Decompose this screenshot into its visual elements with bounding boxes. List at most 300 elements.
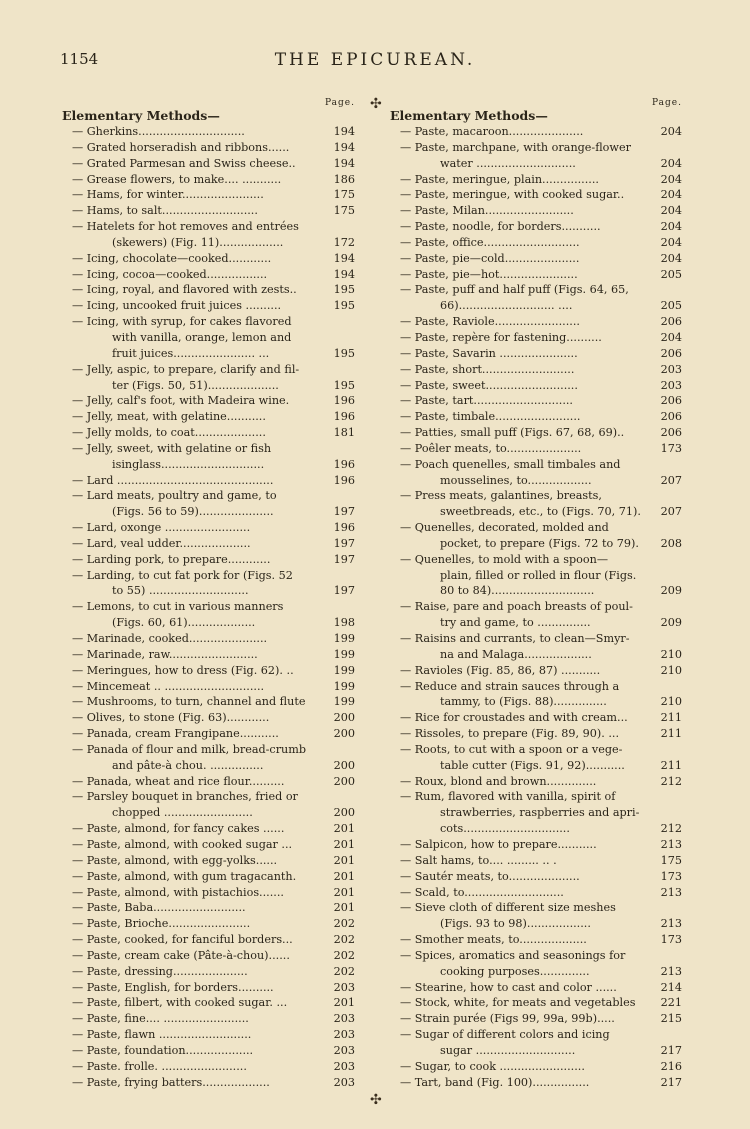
entry-page-number: 196 (333, 473, 355, 487)
index-entries (388, 124, 682, 1090)
entry-text (60, 409, 355, 425)
entry-page-number: 206 (660, 410, 682, 424)
index-entry (60, 964, 355, 980)
entry-line: — Icing, cocoa—cooked................. (72, 267, 268, 281)
entry-line: — Paste, fine.... ........................ (72, 1012, 249, 1026)
index-entry (388, 869, 682, 885)
entry-page-number: 203 (333, 1059, 355, 1073)
entry-text (60, 964, 355, 980)
entry-page-number: 202 (333, 948, 355, 962)
index-entry (60, 663, 355, 679)
entry-page-number: 201 (333, 869, 355, 883)
entry-text (60, 1059, 355, 1075)
index-entry (388, 679, 682, 711)
entry-text (388, 251, 682, 267)
entry-line: — Ravioles (Fig. 85, 86, 87) ........... (400, 663, 601, 677)
index-entry (60, 251, 355, 267)
entry-text (60, 140, 355, 156)
entry-page-number: 175 (660, 853, 682, 867)
entry-text (60, 710, 355, 726)
index-entry (60, 298, 355, 314)
entry-line: — Lard meats, poultry and game, to (72, 489, 277, 503)
index-entry (60, 1043, 355, 1059)
entry-line: — Raisins and currants, to clean—Smyr- (400, 632, 630, 645)
index-entry (60, 536, 355, 552)
entry-line: — Lemons, to cut in various manners (72, 600, 284, 614)
entry-page-number: 202 (333, 933, 355, 947)
entry-line: — Larding, to cut fat pork for (Figs. 52 (72, 568, 293, 582)
entry-page-number: 197 (333, 552, 355, 566)
entry-continuation-line: 80 to 84)............................. (440, 584, 595, 598)
entry-page-number: 205 (660, 299, 682, 313)
entry-text (60, 282, 355, 298)
index-entry (388, 742, 682, 774)
entry-text (388, 267, 682, 283)
entry-page-number: 196 (333, 457, 355, 471)
entry-page-number: 208 (660, 536, 682, 550)
index-entry (388, 900, 682, 932)
entry-text (60, 187, 355, 203)
entry-text (60, 393, 355, 409)
entry-text (388, 187, 682, 203)
entry-line: — Paste, puff and half puff (Figs. 64, 65, (400, 283, 629, 297)
entry-text (60, 267, 355, 283)
entry-text (60, 536, 355, 552)
entry-text (60, 203, 355, 219)
entry-line: — Press meats, galantines, breasts, (400, 489, 602, 503)
index-entry (60, 631, 355, 647)
entry-text (60, 568, 355, 600)
entry-line: — Sugar, to cook ........................ (400, 1059, 585, 1073)
index-entry (388, 1027, 682, 1059)
entry-line: — Jelly, aspic, to prepare, clarify and fil- (72, 362, 300, 376)
entry-page-number: 200 (333, 806, 355, 820)
entry-line: — Paste, Milan......................... (400, 204, 574, 218)
entry-page-number: 204 (660, 330, 682, 344)
entry-page-number: 194 (333, 251, 355, 265)
entry-continuation-line: try and game, to ............... (440, 616, 591, 630)
entry-text (60, 932, 355, 948)
entry-line: — Paste, Raviole........................ (400, 315, 580, 329)
entry-page-number: 207 (660, 473, 682, 487)
index-entry (388, 1075, 682, 1091)
entry-line: — Paste, foundation................... (72, 1043, 254, 1057)
entry-line: — Stock, white, for meats and vegetables (400, 996, 636, 1010)
entry-continuation-line: pocket, to prepare (Figs. 72 to 79). (440, 536, 639, 550)
index-entries (60, 124, 355, 1090)
entry-line: — Paste, tart............................ (400, 394, 573, 408)
entry-page-number: 197 (333, 505, 355, 519)
entry-page-number: 199 (333, 679, 355, 693)
entry-text (60, 837, 355, 853)
entry-page-number: 213 (660, 837, 682, 851)
entry-line: — Paste, almond, with egg-yolks...... (72, 853, 278, 867)
entry-line: — Paste, almond, with gum tragacanth. (72, 869, 297, 883)
entry-text (60, 599, 355, 631)
entry-continuation-line: water ............................ (440, 156, 576, 170)
entry-line: — Roots, to cut with a spoon or a vege- (400, 742, 623, 756)
entry-continuation-line: and pâte-à chou. ............... (112, 758, 264, 772)
entry-page-number: 206 (660, 426, 682, 440)
index-entry (60, 552, 355, 568)
entry-line: — Paste, macaroon..................... (400, 125, 584, 138)
index-entry (60, 393, 355, 409)
entry-line: — Mincemeat .. ............................ (72, 679, 265, 693)
entry-line: — Lard ............................................ (72, 473, 274, 487)
ornament-icon: ✣ (370, 96, 382, 112)
index-entry (388, 140, 682, 172)
entry-page-number: 200 (333, 758, 355, 772)
index-entry (388, 980, 682, 996)
entry-text (388, 869, 682, 885)
entry-page-number: 200 (333, 711, 355, 725)
index-entry (388, 393, 682, 409)
entry-line: — Spices, aromatics and seasonings for (400, 948, 626, 962)
index-entry (60, 599, 355, 631)
entry-text (60, 869, 355, 885)
index-entry (60, 710, 355, 726)
entry-text (388, 1011, 682, 1027)
index-entry (388, 837, 682, 853)
entry-line: — Paste, timbale........................ (400, 410, 581, 424)
index-entry (60, 568, 355, 600)
index-entry (60, 488, 355, 520)
column-header (388, 96, 682, 123)
entry-line: — Rissoles, to prepare (Fig. 89, 90). ... (400, 727, 619, 741)
entry-text (388, 441, 682, 457)
entry-line: — Marinade, raw......................... (72, 647, 258, 661)
entry-line: — Paste, pie—cold..................... (400, 251, 580, 265)
entry-page-number: 203 (660, 362, 682, 376)
entry-text (388, 980, 682, 996)
entry-text (60, 1027, 355, 1043)
entry-line: — Olives, to stone (Fig. 63)............ (72, 711, 270, 725)
entry-page-number: 217 (660, 1043, 682, 1057)
entry-page-number: 204 (660, 125, 682, 138)
entry-page-number: 203 (333, 1012, 355, 1026)
entry-page-number: 175 (333, 188, 355, 202)
entry-line: — Hams, for winter....................... (72, 188, 264, 202)
entry-line: — Parsley bouquet in branches, fried or (72, 790, 298, 804)
index-entry (388, 124, 682, 140)
page-header (60, 50, 690, 72)
index-entry (388, 789, 682, 837)
entry-continuation-line: ter (Figs. 50, 51).................... (112, 378, 279, 392)
entry-text (60, 473, 355, 489)
entry-continuation-line: to 55) ............................ (112, 584, 249, 598)
entry-page-number: 173 (660, 441, 682, 455)
entry-text (60, 885, 355, 901)
entry-page-number: 206 (660, 315, 682, 329)
entry-text (388, 948, 682, 980)
entry-text (388, 726, 682, 742)
entry-line: — Jelly, meat, with gelatine........... (72, 410, 266, 424)
index-entry (60, 314, 355, 362)
entry-page-number: 203 (333, 980, 355, 994)
entry-continuation-line: cooking purposes.............. (440, 964, 590, 978)
entry-text (60, 219, 355, 251)
index-entry (60, 869, 355, 885)
entry-page-number: 212 (660, 774, 682, 788)
entry-text (388, 885, 682, 901)
entry-line: — Paste, almond, with pistachios....... (72, 885, 284, 899)
entry-page-number: 201 (333, 996, 355, 1010)
entry-text (388, 663, 682, 679)
index-entry (388, 663, 682, 679)
index-entry (60, 742, 355, 774)
entry-line: — Paste, filbert, with cooked sugar. ... (72, 996, 288, 1010)
entry-page-number: 216 (660, 1059, 682, 1073)
entry-text (60, 156, 355, 172)
entry-page-number: 205 (660, 267, 682, 281)
entry-text (388, 520, 682, 552)
entry-page-number: 194 (333, 156, 355, 170)
entry-page-number: 175 (333, 204, 355, 218)
index-entry (60, 821, 355, 837)
index-entry (60, 837, 355, 853)
section-heading: Elementary Methods— (62, 108, 220, 123)
entry-line: — Scald, to............................ (400, 885, 564, 899)
entry-continuation-line: plain, filled or rolled in flour (Figs. (440, 568, 637, 582)
entry-continuation-line: isinglass............................. (112, 457, 265, 471)
entry-page-number: 195 (333, 378, 355, 392)
index-entry (388, 726, 682, 742)
entry-continuation-line: strawberries, raspberries and apri- (440, 806, 640, 820)
entry-page-number: 206 (660, 346, 682, 360)
entry-page-number: 194 (333, 125, 355, 138)
entry-page-number: 213 (660, 885, 682, 899)
entry-page-number: 206 (660, 394, 682, 408)
entry-text (60, 948, 355, 964)
entry-line: — Sugar of different colors and icing (400, 1028, 610, 1042)
entry-text (388, 774, 682, 790)
index-entry (388, 172, 682, 188)
index-entry (60, 520, 355, 536)
running-title: THE EPICUREAN. (274, 50, 476, 70)
entry-line: — Paste, flawn .......................... (72, 1028, 252, 1042)
entry-text (388, 679, 682, 711)
entry-page-number: 196 (333, 394, 355, 408)
index-entry (388, 219, 682, 235)
entry-text (388, 457, 682, 489)
entry-text (388, 314, 682, 330)
index-entry (388, 203, 682, 219)
entry-text (60, 742, 355, 774)
entry-page-number: 195 (333, 283, 355, 297)
entry-line: — Quenelles, decorated, molded and (400, 521, 609, 535)
entry-line: — Paste, repère for fastening.......... (400, 330, 602, 344)
entry-continuation-line: (skewers) (Fig. 11).................. (112, 235, 284, 249)
entry-text (388, 1075, 682, 1091)
entry-continuation-line: sweetbreads, etc., to (Figs. 70, 71). (440, 505, 641, 519)
entry-text (60, 520, 355, 536)
entry-text (388, 552, 682, 600)
entry-page-number: 204 (660, 204, 682, 218)
entry-line: — Sautér meats, to.................... (400, 869, 580, 883)
entry-page-number: 196 (333, 521, 355, 535)
entry-page-number: 196 (333, 410, 355, 424)
entry-text (388, 330, 682, 346)
entry-line: — Quenelles, to mold with a spoon— (400, 552, 609, 566)
page-column-label: Page. (652, 98, 682, 108)
index-entry (60, 1011, 355, 1027)
index-entry (388, 948, 682, 980)
entry-continuation-line: cots.............................. (440, 822, 570, 836)
entry-page-number: 204 (660, 220, 682, 234)
entry-line: — Sieve cloth of different size meshes (400, 901, 616, 915)
index-entry (388, 330, 682, 346)
index-entry (388, 710, 682, 726)
entry-continuation-line: chopped ......................... (112, 806, 253, 820)
entry-line: — Hams, to salt........................... (72, 204, 258, 218)
entry-line: — Lard, veal udder.................... (72, 536, 251, 550)
index-entry (388, 599, 682, 631)
entry-page-number: 210 (660, 663, 682, 677)
entry-text (60, 774, 355, 790)
entry-line: — Hatelets for hot removes and entrées (72, 220, 299, 234)
entry-text (388, 900, 682, 932)
entry-line: — Patties, small puff (Figs. 67, 68, 69).. (400, 426, 625, 440)
index-entry (388, 409, 682, 425)
index-entry (60, 267, 355, 283)
index-entry (60, 853, 355, 869)
index-entry (388, 346, 682, 362)
entry-page-number: 210 (660, 695, 682, 709)
index-entry (60, 789, 355, 821)
entry-page-number: 173 (660, 933, 682, 947)
index-entry (388, 457, 682, 489)
entry-continuation-line: 66)........................... .... (440, 299, 573, 313)
entry-line: — Paste, noodle, for borders........... (400, 220, 601, 234)
entry-text (60, 900, 355, 916)
entry-text (388, 282, 682, 314)
index-entry (60, 473, 355, 489)
entry-page-number: 203 (333, 1075, 355, 1089)
index-entry (60, 362, 355, 394)
entry-text (388, 995, 682, 1011)
entry-text (388, 488, 682, 520)
entry-page-number: 213 (660, 917, 682, 931)
entry-page-number: 197 (333, 584, 355, 598)
index-entry (388, 1011, 682, 1027)
entry-page-number: 194 (333, 267, 355, 281)
entry-line: — Gherkins.............................. (72, 125, 245, 138)
index-entry (388, 282, 682, 314)
index-entry (60, 156, 355, 172)
entry-line: — Reduce and strain sauces through a (400, 679, 620, 693)
entry-page-number: 203 (333, 1043, 355, 1057)
entry-line: — Paste. frolle. ........................ (72, 1059, 247, 1073)
entry-page-number: 209 (660, 616, 682, 630)
index-entry (60, 916, 355, 932)
entry-page-number: 173 (660, 869, 682, 883)
entry-text (388, 393, 682, 409)
index-entry (388, 251, 682, 267)
index-entry (388, 885, 682, 901)
column-header (60, 96, 355, 123)
entry-page-number: 217 (660, 1075, 682, 1089)
index-entry (60, 885, 355, 901)
index-entry (60, 995, 355, 1011)
page-number: 1154 (60, 50, 99, 68)
entry-page-number: 215 (660, 1012, 682, 1026)
entry-text (60, 694, 355, 710)
index-column-left (60, 96, 355, 1090)
entry-page-number: 197 (333, 536, 355, 550)
entry-line: — Grease flowers, to make.... ........... (72, 172, 282, 186)
entry-line: — Paste, English, for borders.......... (72, 980, 274, 994)
entry-line: — Grated horseradish and ribbons...... (72, 140, 290, 154)
entry-continuation-line: na and Malaga................... (440, 647, 592, 661)
entry-text (388, 789, 682, 837)
index-entry (388, 995, 682, 1011)
entry-page-number: 201 (333, 901, 355, 915)
entry-page-number: 195 (333, 299, 355, 313)
entry-text (60, 821, 355, 837)
entry-text (388, 631, 682, 663)
entry-line: — Jelly, sweet, with gelatine or fish (72, 441, 272, 455)
index-entry (388, 235, 682, 251)
entry-page-number: 199 (333, 632, 355, 645)
entry-text (388, 853, 682, 869)
entry-text (60, 663, 355, 679)
entry-page-number: 201 (333, 853, 355, 867)
entry-text (388, 710, 682, 726)
entry-line: — Poach quenelles, small timbales and (400, 457, 621, 471)
entry-text (388, 203, 682, 219)
entry-text (388, 425, 682, 441)
entry-line: — Rice for croustades and with cream... (400, 711, 628, 725)
index-entry (60, 694, 355, 710)
entry-text (60, 552, 355, 568)
entry-line: — Paste, office........................... (400, 235, 580, 249)
entry-text (60, 425, 355, 441)
entry-line: — Grated Parmesan and Swiss cheese.. (72, 156, 296, 170)
index-entry (60, 774, 355, 790)
index-column-right (388, 96, 682, 1090)
entry-line: — Roux, blond and brown.............. (400, 774, 597, 788)
index-entry (388, 267, 682, 283)
entry-text (388, 172, 682, 188)
entry-line: — Jelly, calf's foot, with Madeira wine. (72, 394, 290, 408)
index-entry (60, 948, 355, 964)
index-entry (60, 980, 355, 996)
entry-line: — Lard, oxonge ........................ (72, 521, 251, 535)
index-entry (60, 425, 355, 441)
entry-line: — Meringues, how to dress (Fig. 62). .. (72, 663, 294, 677)
entry-line: — Icing, with syrup, for cakes flavored (72, 315, 292, 329)
entry-text (388, 932, 682, 948)
index-entry (388, 1059, 682, 1075)
entry-text (60, 362, 355, 394)
entry-page-number: 199 (333, 695, 355, 709)
index-entry (388, 853, 682, 869)
entry-text (60, 488, 355, 520)
entry-line: — Paste, meringue, plain................ (400, 172, 599, 186)
entry-text (388, 742, 682, 774)
entry-continuation-line: fruit juices....................... ... (112, 346, 270, 360)
entry-text (60, 679, 355, 695)
entry-page-number: 204 (660, 156, 682, 170)
entry-text (60, 631, 355, 647)
entry-line: — Paste, pie—hot...................... (400, 267, 578, 281)
index-entry (388, 631, 682, 663)
entry-continuation-line: (Figs. 60, 61)................... (112, 616, 256, 630)
entry-text (388, 362, 682, 378)
entry-line: — Mushrooms, to turn, channel and flute (72, 695, 306, 709)
ornament-icon: ✣ (370, 1092, 382, 1108)
index-entry (388, 520, 682, 552)
